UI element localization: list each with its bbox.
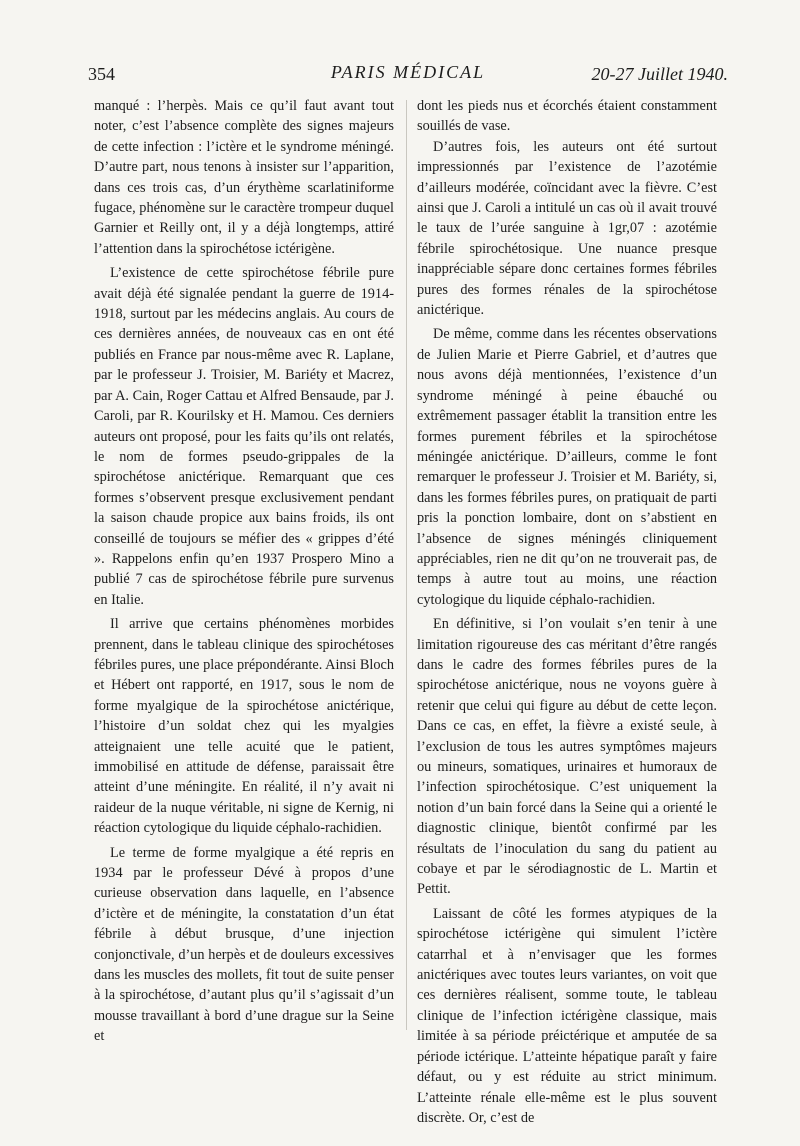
page-number: 354 [88,64,115,84]
running-header [88,62,728,90]
paragraph: dont les pieds nus et écorchés étaient constamment souillés de vase. [417,98,717,135]
paragraph: Il arrive que certains phénomènes morbides prennent, dans le tableau clinique des spirochétoses fébriles pures, une place prépondérante. Ainsi Bloch et Hébert ont rapporté, en 1917, sous le nom de forme myalgique de la spirochétose anictérique, l’histoire d’un soldat chez qui les myalgies atteignaient une telle acuité que le patient, immobilisé en attitude de défense, paraissait être atteint d’une méningite. En réalité, il n’y avait ni raideur de la nuque véritable, ni signe de Kernig, ni réaction cytologique du liquide céphalo-rachidien. [94,616,394,837]
paragraph: En définitive, si l’on voulait s’en tenir à une limitation rigoureuse des cas méritant d’être rangés dans le cadre des formes fébriles pures de la spirochétose anictérique, nous ne voyons guère à retenir que celui qui figure au début de cette leçon. Dans ce cas, en effet, la fièvre a existé seule, à l’exclusion de tous les autres symptômes majeurs ou mineurs, somatiques, urinaires et humoraux de l’infection spirochétosique. C’est uniquement la notion d’un bain forcé dans la Seine qui a orienté le diagnostic clinique, bientôt confirmé par les résultats de l’inoculation du sang du patient au cobaye et par le sérodiagnostic de L. Martin et Pettit. [417,616,717,898]
left-column [94,96,394,1047]
issue-date: 20-27 Juillet 1940. [591,64,728,84]
right-column [417,96,717,1128]
paragraph: Le terme de forme myalgique a été repris en 1934 par le professeur Dévé à propos d’une curieuse observation dans laquelle, en l’absence d’ictère et de méningite, la constatation d’un état fébrile à début brusque, d’une injection conjonctivale, d’un herpès et de douleurs excessives dans les muscles des mollets, fit tout de suite penser à la spirochétose, d’autant plus qu’il s’agissait d’un mousse travaillant à bord d’une drague sur la Seine et [94,844,394,1045]
paragraph: Laissant de côté les formes atypiques de la spirochétose ictérigène qui simulent l’ictère catarrhal et à n’envisager que les formes anictériques avec toutes leurs variantes, on voit que ces dernières réalisent, somme toute, le tableau clinique de l’infection ictérigène classique, mais limitée à sa période préictérique et amputée de sa période ictérique. L’atteinte hépatique paraît y faire défaut, ou y est réduite au strict minimum. L’atteinte rénale elle-même est le plus souvent discrète. Or, c’est de [417,905,717,1126]
paragraph: L’existence de cette spirochétose fébrile pure avait déjà été signalée pendant la guerre de 1914-1918, surtout par les médecins anglais. Au cours de ces dernières années, de nouveaux cas en ont été publiés en France par nous-même avec R. Laplane, par le professeur J. Troisier, M. Bariéty et Macrez, par A. Cain, Roger Cattau et Alfred Bensaude, par J. Caroli, par R. Kourilsky et H. Mamou. Ces derniers auteurs ont proposé, pour les faits qu’ils ont relatés, le nom de formes pseudo-grippales de la spirochétose anictérique. Remarquant que ces formes s’observent presque exclusivement pendant la saison chaude propice aux bains froids, ils ont conseillé de toujours se méfier des « grippes d’été ». Rappelons enfin qu’en 1937 Prospero Mino a publié 7 cas de spirochétose fébrile pure survenus en Italie. [94,265,394,608]
paragraph: De même, comme dans les récentes observations de Julien Marie et Pierre Gabriel, et d’autres que nous avons déjà mentionnées, l’existence d’un syndrome méningé à peine ébauché ou extrêmement passager établit la transition entre les formes purement fébriles et la spirochétose méningée anictérique. D’ailleurs, comme le font remarquer le professeur J. Troisier et M. Bariéty, si, dans les formes fébriles pures, on pratiquait de parti pris la ponction lombaire, dont on s’abstient en l’absence de signes méningés cliniquement appréciables, rien ne dit qu’on ne trouverait pas, de temps à autre tout au moins, une réaction cytologique du liquide céphalo-rachidien. [417,326,717,608]
paragraph: D’autres fois, les auteurs ont été surtout impressionnés par l’existence de l’azotémie d’ailleurs modérée, coïncidant avec la fièvre. C’est ainsi que J. Caroli a intitulé un cas où il avait trouvé le taux de l’urée sanguine à 1gr,07 : azotémie fébrile spirochétosique. Une nuance presque inappréciable sépare donc certaines formes fébriles pures des formes rénales de la spirochétose anictérique. [417,138,717,319]
column-divider [406,100,407,1030]
paragraph: manqué : l’herpès. Mais ce qu’il faut avant tout noter, c’est l’absence complète des signes majeurs de cette infection : l’ictère et le syndrome méningé. D’autre part, nous tenons à insister sur l’apparition, dans ces trois cas, d’un érythème scarlatiniforme fugace, phénomène sur le caractère trompeur duquel Garnier et Reilly ont, il y a déjà longtemps, attiré l’attention dans la spirochétose ictérigène. [94,98,394,257]
journal-title: PARIS MÉDICAL [330,62,486,82]
